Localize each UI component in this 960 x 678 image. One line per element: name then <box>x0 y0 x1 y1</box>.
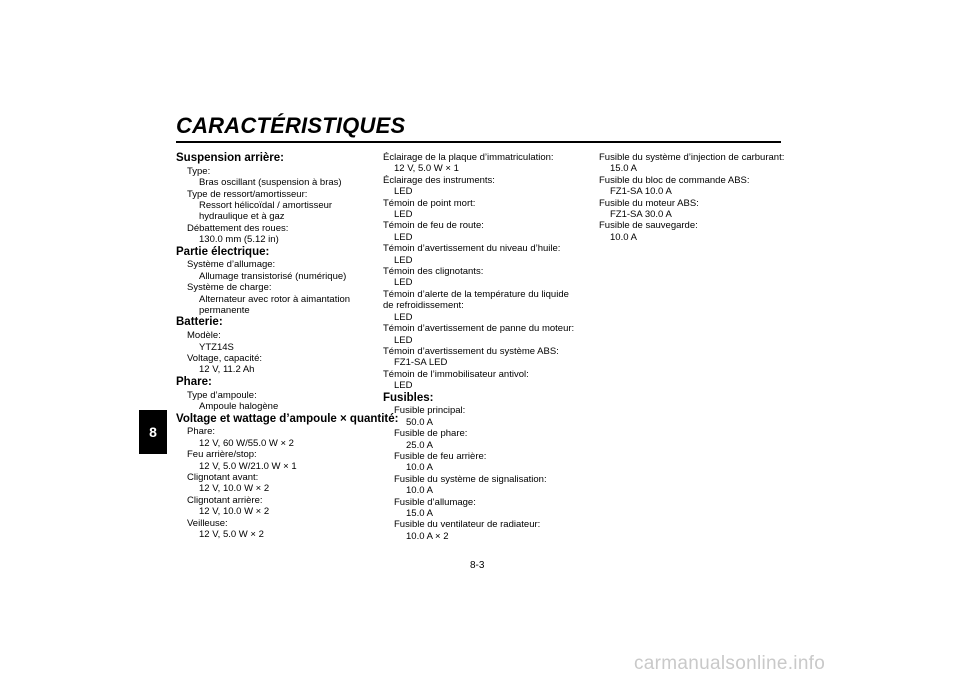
spec-label: Veilleuse: <box>187 517 228 529</box>
spec-value: 50.0 A <box>406 416 433 428</box>
spec-label: Fusible d’allumage: <box>394 496 476 508</box>
spec-label: Témoin d’alerte de la température du liquide <box>383 288 569 300</box>
spec-label: de refroidissement: <box>383 300 464 312</box>
spec-label: Type de ressort/amortisseur: <box>187 188 308 200</box>
spec-label: Fusible du système de signalisation: <box>394 473 547 485</box>
spec-value: 12 V, 10.0 W × 2 <box>199 483 270 495</box>
section-heading-bulb-wattage: Voltage et wattage d’ampoule × quantité: <box>176 412 399 425</box>
spec-label: Fusible de sauvegarde: <box>599 220 698 232</box>
spec-value: Ressort hélicoïdal / amortisseur <box>199 200 333 212</box>
spec-label: Témoin des clignotants: <box>383 266 484 278</box>
spec-label: Feu arrière/stop: <box>187 449 257 461</box>
spec-value: 10.0 A <box>406 485 433 497</box>
spec-value: 12 V, 10.0 W × 2 <box>199 506 270 518</box>
spec-value: 10.0 A × 2 <box>406 530 449 542</box>
spec-value: Allumage transistorisé (numérique) <box>199 270 347 282</box>
spec-value: Alternateur avec rotor à aimantation <box>199 293 351 305</box>
spec-value: LED <box>394 277 413 289</box>
spec-value: LED <box>394 334 413 346</box>
watermark: carmanualsonline.info <box>634 653 826 674</box>
spec-label: Témoin de feu de route: <box>383 220 484 232</box>
page-title: CARACTÉRISTIQUES <box>176 113 406 138</box>
spec-value: 15.0 A <box>610 163 637 175</box>
spec-value: 12 V, 5.0 W × 2 <box>199 528 264 540</box>
spec-column-3 <box>599 152 784 243</box>
section-heading-electrical: Partie électrique: <box>176 245 270 258</box>
spec-label: Système de charge: <box>187 282 272 294</box>
spec-value: hydraulique et à gaz <box>199 211 285 223</box>
spec-label: Type: <box>187 165 211 177</box>
spec-value: 12 V, 11.2 Ah <box>199 364 255 376</box>
spec-column-2 <box>383 152 574 542</box>
spec-label: Fusible du système d’injection de carburant: <box>599 152 785 163</box>
spec-label: Voltage, capacité: <box>187 353 262 365</box>
spec-label: Témoin de l’immobilisateur antivol: <box>383 368 529 380</box>
spec-value: LED <box>394 209 413 221</box>
title-rule <box>176 141 781 143</box>
spec-label: Éclairage de la plaque d’immatriculation: <box>383 152 554 163</box>
spec-value: FZ1-SA LED <box>394 357 448 369</box>
spec-label: Témoin d’avertissement du niveau d’huile: <box>383 243 561 255</box>
spec-value: FZ1-SA 30.0 A <box>610 209 672 221</box>
spec-value: 25.0 A <box>406 439 433 451</box>
section-heading-rear-suspension: Suspension arrière: <box>176 152 285 164</box>
spec-value: LED <box>394 254 413 266</box>
section-heading-headlight: Phare: <box>176 375 212 388</box>
spec-value: YTZ14S <box>199 341 234 353</box>
spec-label: Fusible du bloc de commande ABS: <box>599 174 750 186</box>
page-number: 8-3 <box>470 560 485 571</box>
spec-value: LED <box>394 380 413 392</box>
spec-label: Fusible du moteur ABS: <box>599 197 699 209</box>
spec-value: FZ1-SA 10.0 A <box>610 186 672 198</box>
spec-value: Ampoule halogène <box>199 401 279 413</box>
spec-label: Débattement des roues: <box>187 222 289 234</box>
spec-label: Système d’allumage: <box>187 259 276 271</box>
spec-label: Témoin d’avertissement de panne du moteur: <box>383 323 575 335</box>
spec-value: 130.0 mm (5.12 in) <box>199 234 279 246</box>
spec-value: 12 V, 5.0 W/21.0 W × 1 <box>199 460 297 472</box>
spec-value: 12 V, 5.0 W × 1 <box>394 163 459 175</box>
spec-value: Bras oscillant (suspension à bras) <box>199 177 342 189</box>
spec-value: LED <box>394 311 413 323</box>
section-heading-fuses: Fusibles: <box>383 391 434 404</box>
spec-label: Éclairage des instruments: <box>383 174 495 186</box>
spec-value: 10.0 A <box>406 462 433 474</box>
spec-label: Fusible principal: <box>394 405 466 417</box>
spec-value: LED <box>394 186 413 198</box>
spec-label: Phare: <box>187 426 215 438</box>
spec-label: Modèle: <box>187 330 221 342</box>
spec-label: Témoin de point mort: <box>383 197 476 209</box>
spec-label: Type d’ampoule: <box>187 389 257 401</box>
spec-label: Clignotant avant: <box>187 471 259 483</box>
spec-column-1 <box>176 152 398 540</box>
chapter-tab: 8 <box>139 410 167 454</box>
spec-value: 12 V, 60 W/55.0 W × 2 <box>199 437 294 449</box>
spec-label: Témoin d’avertissement du système ABS: <box>383 345 559 357</box>
spec-label: Fusible de phare: <box>394 428 468 440</box>
spec-value: permanente <box>199 305 250 317</box>
spec-label: Fusible de feu arrière: <box>394 450 487 462</box>
spec-label: Clignotant arrière: <box>187 494 263 506</box>
spec-value: 10.0 A <box>610 231 637 243</box>
spec-value: LED <box>394 231 413 243</box>
section-heading-battery: Batterie: <box>176 316 223 329</box>
spec-label: Fusible du ventilateur de radiateur: <box>394 519 541 531</box>
spec-value: 15.0 A <box>406 507 433 519</box>
